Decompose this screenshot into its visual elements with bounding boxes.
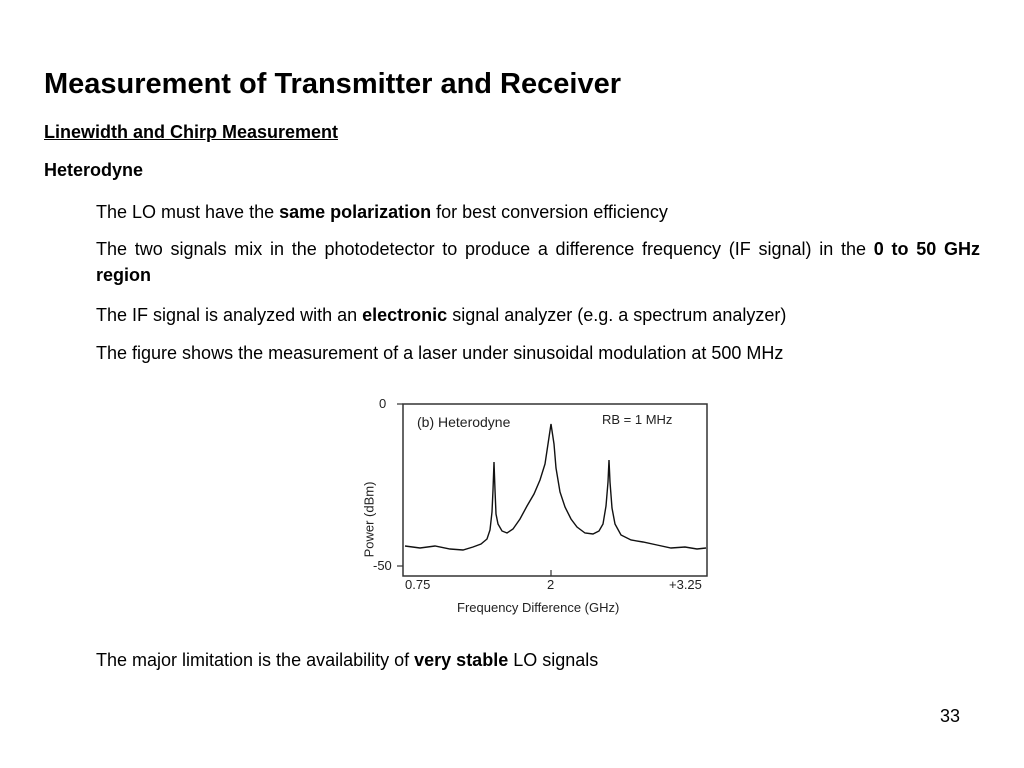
bullet-mixing — [96, 236, 980, 288]
bullet-analyzer — [96, 302, 980, 328]
bullet-text: The major limitation is the availability of — [96, 650, 415, 670]
panel-label: (b) Heterodyne — [417, 414, 511, 430]
rb-label: RB = 1 MHz — [602, 412, 673, 427]
bullet-text: The LO must have the — [96, 202, 280, 222]
slide-subtitle: Linewidth and Chirp Measurement — [44, 122, 339, 142]
y-tick-label-bottom: -50 — [373, 558, 392, 573]
bullet-text: The figure shows the measurement of a laser under sinusoidal modulation at 500 MHz — [96, 343, 784, 363]
heterodyne-spectrum-figure — [345, 392, 725, 622]
page-number: 33 — [940, 706, 961, 726]
bullet-emphasis: very stable — [414, 650, 509, 670]
bullet-text: The IF signal is analyzed with an — [96, 305, 363, 325]
x-tick-label-left: 0.75 — [405, 577, 431, 592]
bullet-emphasis: same polarization — [279, 202, 432, 222]
section-heading: Heterodyne — [44, 160, 144, 180]
y-axis-label: Power (dBm) — [361, 481, 377, 558]
x-tick-label-right: +3.25 — [669, 577, 702, 592]
bullet-text: for best conversion efficiency — [431, 202, 668, 222]
spectrum-trace — [405, 424, 706, 550]
bullet-text: LO signals — [508, 650, 599, 670]
x-tick-label-mid: 2 — [547, 577, 555, 592]
bullet-polarization — [96, 199, 980, 225]
bullet-text: The two signals mix in the photodetector to produce a difference frequency (IF signal) in the — [96, 239, 874, 259]
bullet-figure-description — [96, 340, 980, 366]
x-axis-label: Frequency Difference (GHz) — [457, 600, 620, 615]
y-tick-label-top: 0 — [379, 396, 387, 411]
slide-title: Measurement of Transmitter and Receiver — [44, 68, 621, 100]
bullet-emphasis: 0 to 50 GHz region — [96, 239, 980, 285]
bullet-limitation — [96, 647, 980, 673]
bullet-text: signal analyzer (e.g. a spectrum analyzer) — [447, 305, 787, 325]
bullet-emphasis: electronic — [362, 305, 448, 325]
